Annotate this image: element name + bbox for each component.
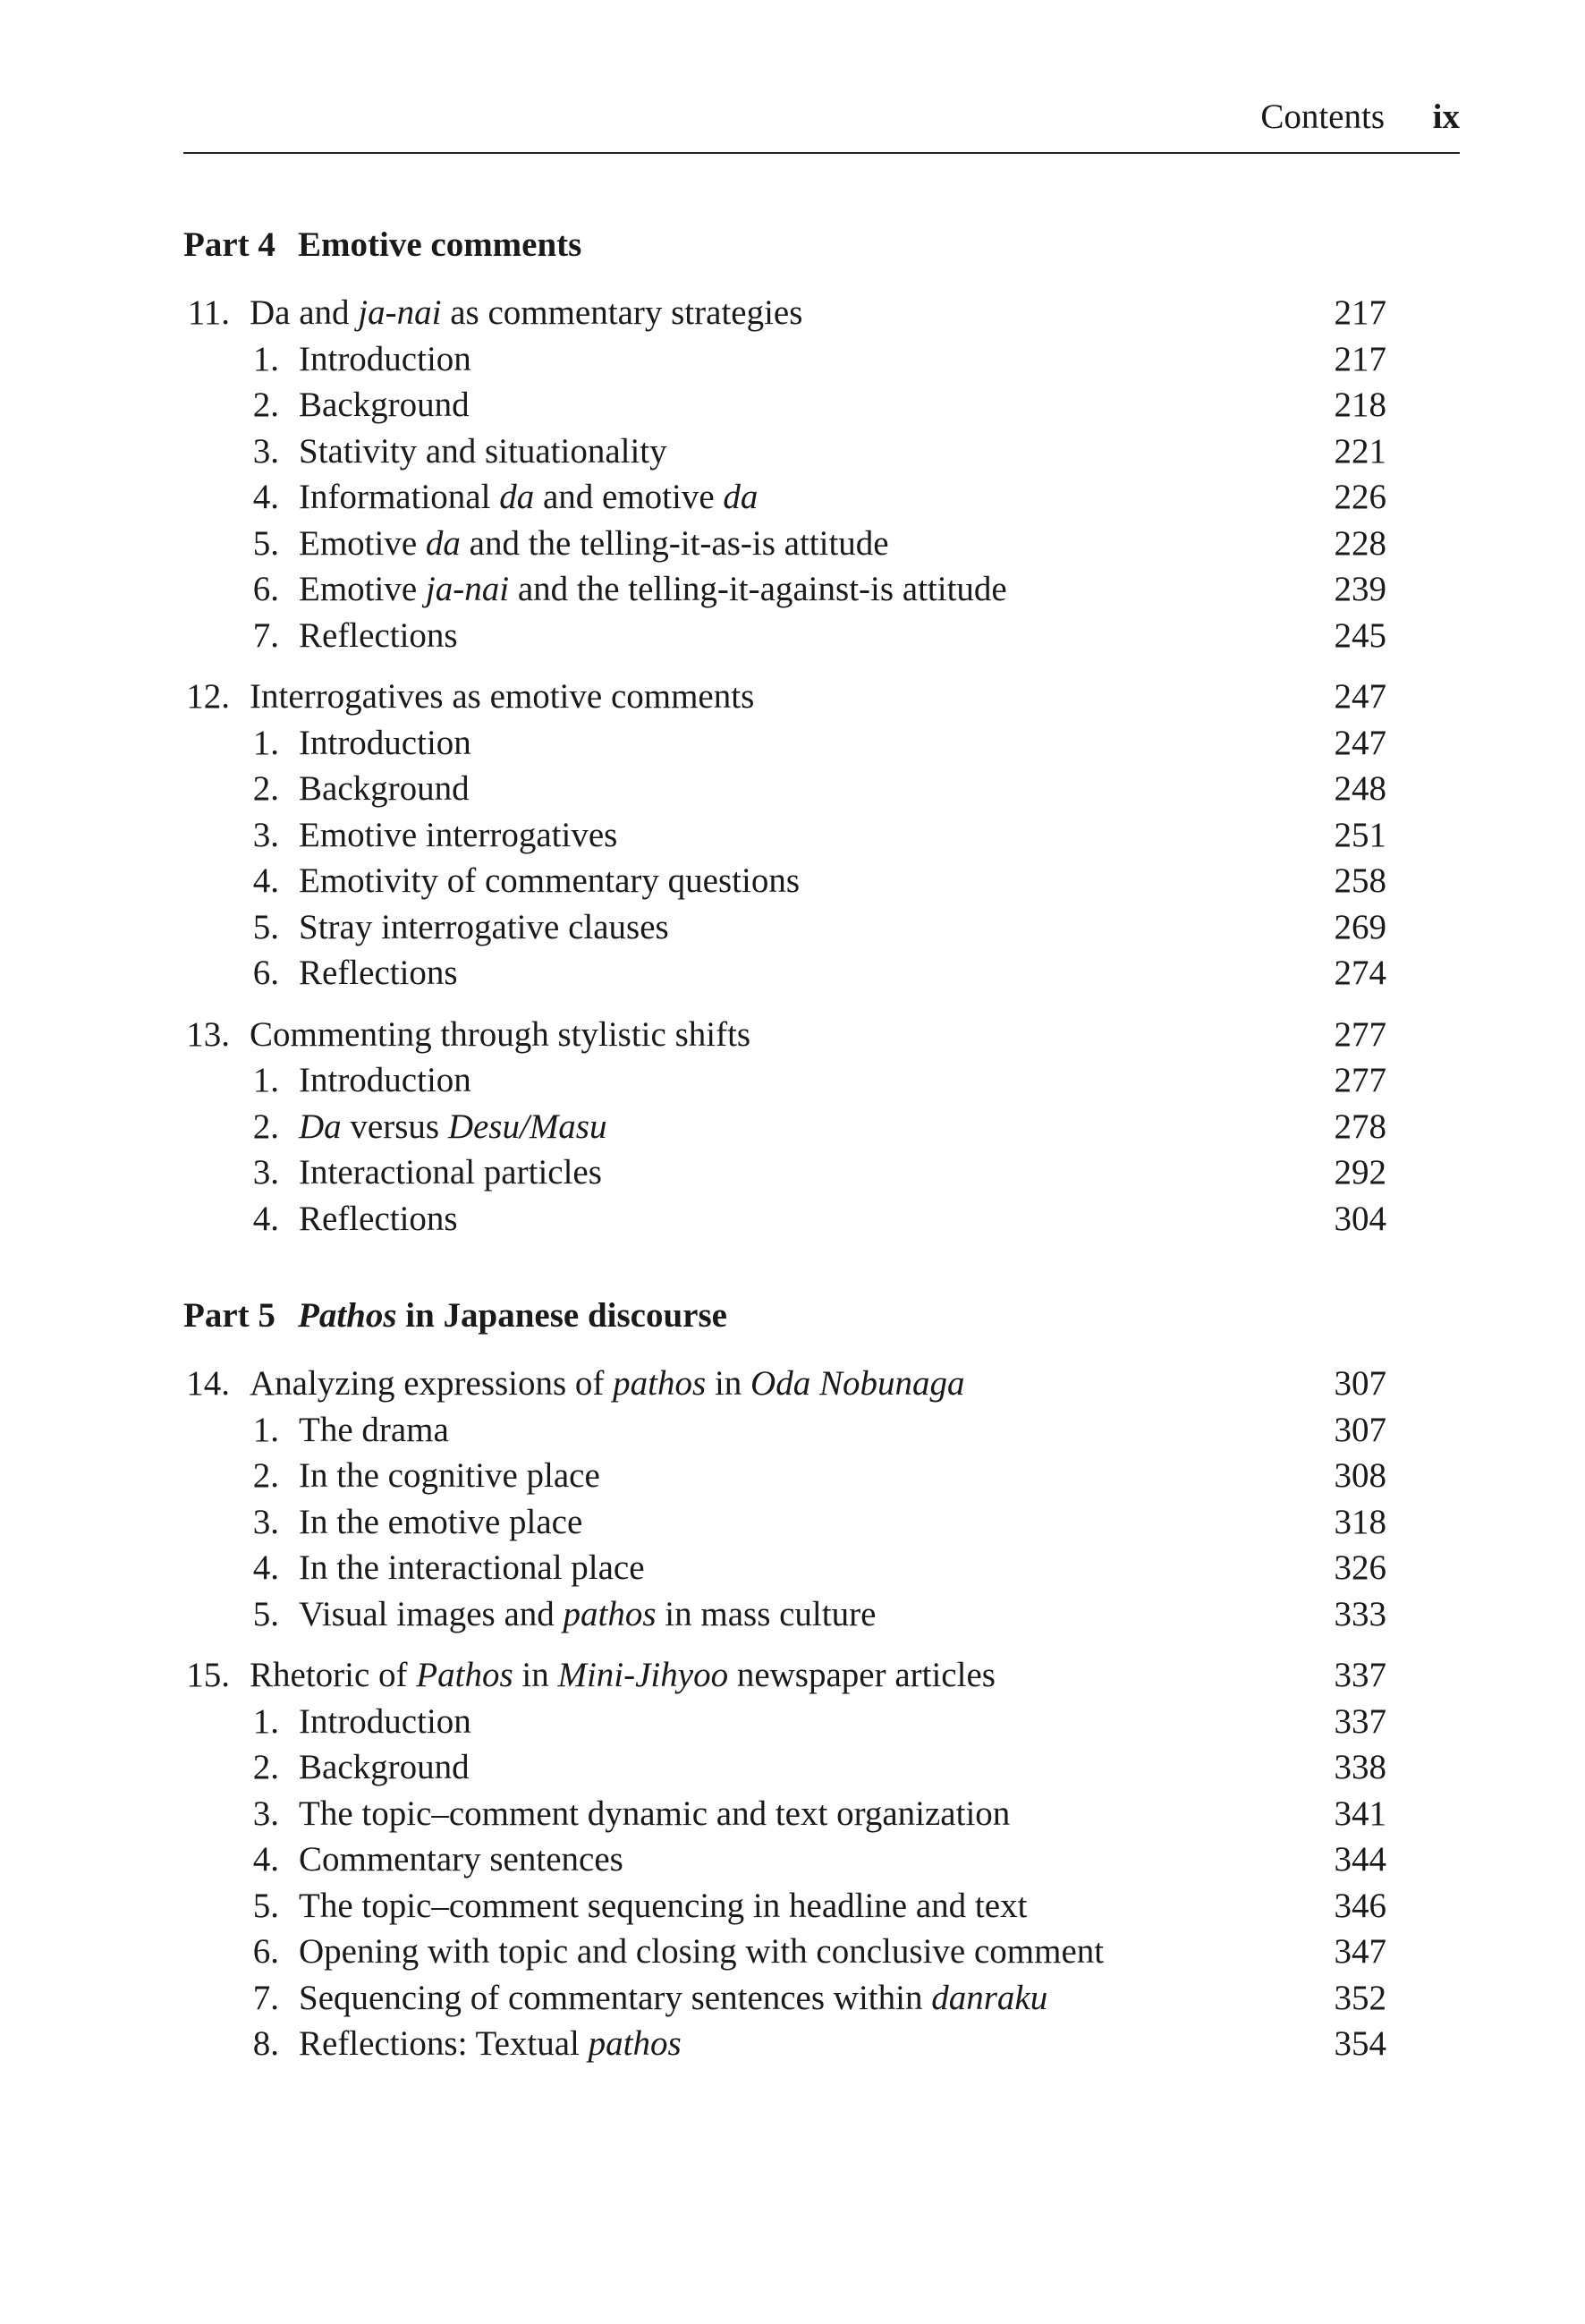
chapter-page: 217: [1334, 293, 1386, 332]
section-entry: [183, 1886, 1386, 1932]
part-title: Pathos in Japanese discourse: [298, 1296, 727, 1335]
section-page: 333: [1334, 1594, 1386, 1633]
section-page: 337: [1334, 1701, 1386, 1741]
section-page: 245: [1334, 615, 1386, 655]
section-entry: [183, 907, 1386, 954]
section-page: 218: [1334, 386, 1386, 424]
section-number: 5.: [252, 907, 279, 946]
section-title: Reflections: Textual pathos: [299, 2024, 682, 2063]
chapter-page: 337: [1334, 1656, 1386, 1694]
section-entry: [183, 953, 1386, 999]
section-page: 352: [1334, 1978, 1386, 2017]
section-entry: [183, 1502, 1386, 1548]
section-entry: [183, 1839, 1386, 1886]
section-page: 341: [1334, 1794, 1386, 1833]
chapter-entry: [183, 293, 1386, 339]
section-title: In the emotive place: [299, 1502, 583, 1541]
chapter-entry: [183, 1363, 1386, 1410]
section-number: 4.: [252, 1548, 279, 1587]
section-entry: [183, 1594, 1386, 1641]
chapter-entry: [183, 676, 1386, 723]
section-title: In the cognitive place: [299, 1456, 600, 1495]
chapter-number: 11.: [187, 293, 230, 332]
section-entry: [183, 1548, 1386, 1594]
section-entry: [183, 1701, 1386, 1748]
section-entry: [183, 523, 1386, 570]
section-entry: [183, 1152, 1386, 1199]
chapter-title: Analyzing expressions of pathos in Oda Nobunaga: [250, 1364, 965, 1403]
section-entry: [183, 1060, 1386, 1107]
chapter-page: 277: [1334, 1014, 1386, 1054]
section-entry: [183, 431, 1386, 478]
section-number: 3.: [252, 431, 279, 471]
section-title: Reflections: [299, 954, 458, 992]
section-number: 5.: [252, 1594, 279, 1633]
section-number: 6.: [252, 570, 279, 608]
part-heading: [183, 1295, 727, 1336]
section-number: 2.: [252, 1456, 279, 1495]
section-page: 307: [1334, 1410, 1386, 1449]
chapter-page: 247: [1334, 677, 1386, 716]
section-title: Emotive da and the telling-it-as-is attitude: [299, 523, 889, 563]
running-header: [183, 89, 1460, 154]
section-title: Emotive ja-nai and the telling-it-against-is attitude: [299, 570, 1007, 608]
section-number: 4.: [252, 1199, 279, 1238]
section-number: 7.: [252, 615, 279, 655]
section-page: 308: [1334, 1456, 1386, 1495]
section-number: 7.: [252, 1978, 279, 2017]
section-entry: [183, 477, 1386, 523]
section-number: 2.: [252, 1748, 279, 1786]
chapter-number: 13.: [186, 1014, 230, 1054]
section-entry: [183, 615, 1386, 662]
section-title: Background: [299, 769, 470, 808]
section-number: 5.: [252, 523, 279, 563]
section-entry: [183, 1747, 1386, 1794]
chapter-entry: [183, 1014, 1386, 1061]
section-number: 4.: [252, 861, 279, 900]
section-page: 221: [1334, 431, 1386, 471]
section-page: 251: [1334, 815, 1386, 854]
section-number: 8.: [252, 2024, 279, 2063]
section-title: Commentary sentences: [299, 1840, 623, 1879]
section-number: 2.: [252, 769, 279, 808]
section-entry: [183, 1107, 1386, 1153]
section-title: Sequencing of commentary sentences within danraku: [299, 1978, 1048, 2017]
section-title: Informational da and emotive da: [299, 478, 759, 516]
section-entry: [183, 1931, 1386, 1978]
section-page: 304: [1334, 1199, 1386, 1238]
section-entry: [183, 2023, 1386, 2070]
chapter-page: 307: [1334, 1364, 1386, 1403]
chapter-title: Da and ja-nai as commentary strategies: [250, 293, 803, 332]
section-page: 247: [1334, 723, 1386, 762]
section-title: The topic–comment dynamic and text organization: [299, 1794, 1011, 1833]
section-title: Introduction: [299, 1061, 471, 1099]
section-number: 6.: [252, 1932, 279, 1971]
chapter-number: 15.: [186, 1656, 230, 1694]
section-page: 347: [1334, 1932, 1386, 1971]
section-number: 1.: [252, 723, 279, 762]
chapter-entry: [183, 1655, 1386, 1701]
page-number: ix: [1432, 98, 1460, 136]
section-number: 6.: [252, 954, 279, 992]
section-title: The topic–comment sequencing in headline and text: [299, 1886, 1028, 1925]
section-page: 346: [1334, 1886, 1386, 1925]
section-number: 3.: [252, 1153, 279, 1192]
section-entry: [183, 385, 1386, 431]
section-title: Opening with topic and closing with conclusive comment: [299, 1932, 1105, 1971]
section-title: Emotivity of commentary questions: [299, 861, 800, 900]
section-entry: [183, 768, 1386, 815]
section-entry: [183, 723, 1386, 769]
chapter-title: Rhetoric of Pathos in Mini-Jihyoo newspaper articles: [250, 1656, 996, 1694]
section-title: Reflections: [299, 1199, 458, 1238]
section-entry: [183, 1410, 1386, 1456]
section-title: In the interactional place: [299, 1548, 645, 1587]
section-page: 318: [1334, 1502, 1386, 1541]
section-number: 4.: [252, 1840, 279, 1879]
section-page: 338: [1334, 1748, 1386, 1786]
section-entry: [183, 815, 1386, 861]
section-number: 3.: [252, 815, 279, 854]
section-page: 226: [1334, 478, 1386, 516]
section-page: 274: [1334, 954, 1386, 992]
section-number: 2.: [252, 386, 279, 424]
section-title: Stray interrogative clauses: [299, 907, 669, 946]
section-page: 354: [1334, 2024, 1386, 2063]
section-title: Emotive interrogatives: [299, 815, 618, 854]
section-number: 5.: [252, 1886, 279, 1925]
part-number: Part 5: [183, 1296, 275, 1335]
section-page: 258: [1334, 861, 1386, 900]
section-number: 2.: [252, 1107, 279, 1146]
section-entry: [183, 1794, 1386, 1840]
part-title: Emotive comments: [298, 225, 582, 264]
section-page: 248: [1334, 769, 1386, 808]
section-page: 217: [1334, 339, 1386, 378]
section-title: Introduction: [299, 723, 471, 762]
section-page: 278: [1334, 1107, 1386, 1146]
chapter-number: 12.: [186, 677, 230, 716]
section-title: Reflections: [299, 615, 458, 655]
part-number: Part 4: [183, 225, 275, 264]
section-page: 292: [1334, 1153, 1386, 1192]
section-page: 326: [1334, 1548, 1386, 1587]
section-number: 1.: [252, 1061, 279, 1099]
section-title: Background: [299, 1748, 470, 1786]
section-number: 1.: [252, 1701, 279, 1741]
section-page: 269: [1334, 907, 1386, 946]
section-entry: [183, 1199, 1386, 1245]
section-entry: [183, 339, 1386, 386]
section-entry: [183, 1978, 1386, 2024]
section-entry: [183, 861, 1386, 907]
section-title: The drama: [299, 1410, 449, 1449]
section-number: 4.: [252, 478, 279, 516]
section-title: Introduction: [299, 1701, 471, 1741]
part-heading: [183, 225, 581, 265]
section-page: 344: [1334, 1840, 1386, 1879]
section-title: Visual images and pathos in mass culture: [299, 1594, 877, 1633]
section-number: 1.: [252, 339, 279, 378]
chapter-title: Commenting through stylistic shifts: [250, 1014, 751, 1054]
section-number: 1.: [252, 1410, 279, 1449]
section-title: Introduction: [299, 339, 471, 378]
section-title: Stativity and situationality: [299, 431, 667, 471]
running-title: Contents: [1260, 98, 1385, 136]
section-page: 239: [1334, 570, 1386, 608]
section-number: 3.: [252, 1794, 279, 1833]
chapter-title: Interrogatives as emotive comments: [250, 677, 755, 716]
section-page: 228: [1334, 523, 1386, 563]
section-entry: [183, 569, 1386, 615]
section-entry: [183, 1455, 1386, 1502]
section-title: Da versus Desu/Masu: [299, 1107, 607, 1146]
section-title: Interactional particles: [299, 1153, 602, 1192]
section-number: 3.: [252, 1502, 279, 1541]
chapter-number: 14.: [186, 1364, 230, 1403]
section-title: Background: [299, 386, 470, 424]
section-page: 277: [1334, 1061, 1386, 1099]
